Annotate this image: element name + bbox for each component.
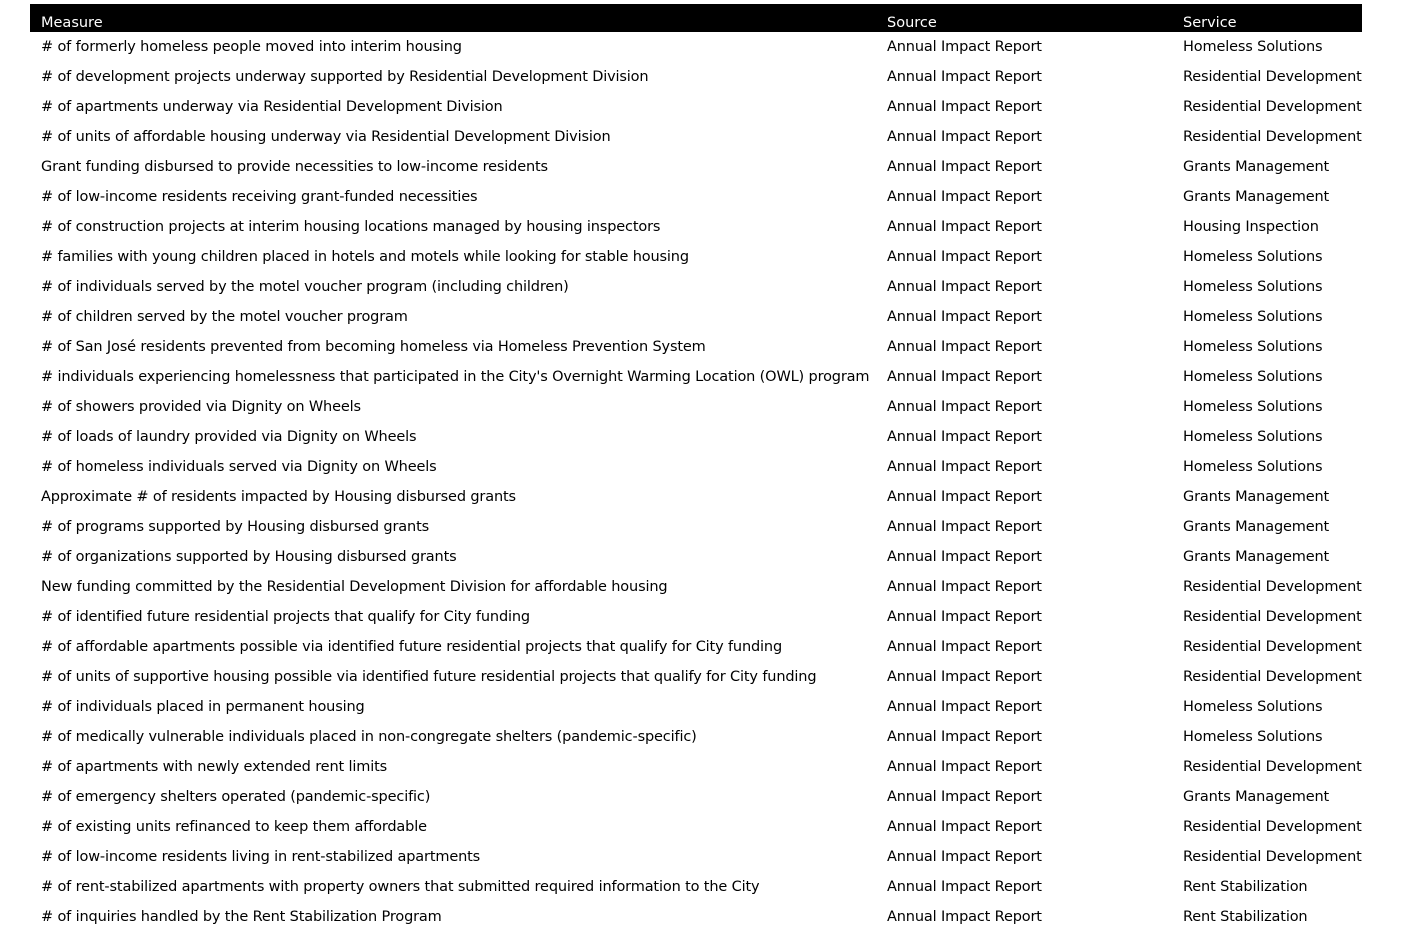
measure-cell: # of rent-stabilized apartments with property owners that submitted required information to the City	[41, 879, 760, 895]
service-cell: Homeless Solutions	[1183, 729, 1323, 745]
service-cell: Homeless Solutions	[1183, 429, 1323, 445]
table-row	[30, 842, 1362, 872]
measure-cell: # of low-income residents receiving grant-funded necessities	[41, 189, 478, 205]
measure-cell: # of units of affordable housing underway via Residential Development Division	[41, 129, 611, 145]
service-cell: Homeless Solutions	[1183, 279, 1323, 295]
service-cell: Residential Development	[1183, 609, 1362, 625]
source-cell: Annual Impact Report	[887, 99, 1042, 115]
measure-cell: # of affordable apartments possible via identified future residential projects that qualify for City funding	[41, 639, 783, 655]
measure-cell: # of homeless individuals served via Dignity on Wheels	[41, 459, 437, 475]
source-cell: Annual Impact Report	[887, 729, 1042, 745]
service-cell: Homeless Solutions	[1183, 699, 1323, 715]
table-row	[30, 182, 1362, 212]
measure-cell: # of existing units refinanced to keep them affordable	[41, 819, 427, 835]
measure-cell: # of inquiries handled by the Rent Stabilization Program	[41, 909, 442, 925]
service-cell: Residential Development	[1183, 669, 1362, 685]
source-cell: Annual Impact Report	[887, 339, 1042, 355]
table-row	[30, 92, 1362, 122]
table-row	[30, 782, 1362, 812]
source-cell: Annual Impact Report	[887, 429, 1042, 445]
source-cell: Annual Impact Report	[887, 39, 1042, 55]
source-cell: Annual Impact Report	[887, 249, 1042, 265]
table-row	[30, 482, 1362, 512]
measure-cell: # of organizations supported by Housing disbursed grants	[41, 549, 457, 565]
service-cell: Grants Management	[1183, 549, 1330, 565]
service-cell: Homeless Solutions	[1183, 39, 1323, 55]
service-cell: Homeless Solutions	[1183, 459, 1323, 475]
service-cell: Residential Development	[1183, 129, 1362, 145]
source-cell: Annual Impact Report	[887, 129, 1042, 145]
measure-cell: # of development projects underway supported by Residential Development Division	[41, 69, 649, 85]
service-cell: Rent Stabilization	[1183, 879, 1308, 895]
measure-cell: # individuals experiencing homelessness that participated in the City's Overnight Warming Location (OWL) program	[41, 369, 870, 385]
measure-cell: # of apartments underway via Residential Development Division	[41, 99, 503, 115]
table-row	[30, 542, 1362, 572]
source-cell: Annual Impact Report	[887, 159, 1042, 175]
source-cell: Annual Impact Report	[887, 699, 1042, 715]
measure-cell: # of showers provided via Dignity on Wheels	[41, 399, 361, 415]
table-row	[30, 242, 1362, 272]
source-cell: Annual Impact Report	[887, 399, 1042, 415]
measure-cell: # of individuals placed in permanent housing	[41, 699, 365, 715]
measure-cell: # of apartments with newly extended rent limits	[41, 759, 388, 775]
measure-cell: # of low-income residents living in rent-stabilized apartments	[41, 849, 481, 865]
measures-table	[30, 4, 1362, 932]
source-cell: Annual Impact Report	[887, 69, 1042, 85]
source-cell: Annual Impact Report	[887, 759, 1042, 775]
table-row	[30, 632, 1362, 662]
source-cell: Annual Impact Report	[887, 909, 1042, 925]
source-cell: Annual Impact Report	[887, 219, 1042, 235]
table-row	[30, 272, 1362, 302]
measure-cell: Grant funding disbursed to provide necessities to low-income residents	[41, 159, 548, 175]
table-row	[30, 422, 1362, 452]
source-cell: Annual Impact Report	[887, 819, 1042, 835]
table-row	[30, 602, 1362, 632]
table-row	[30, 32, 1362, 62]
measure-cell: # families with young children placed in hotels and motels while looking for stable housing	[41, 249, 689, 265]
source-cell: Annual Impact Report	[887, 369, 1042, 385]
source-cell: Annual Impact Report	[887, 849, 1042, 865]
service-cell: Grants Management	[1183, 189, 1330, 205]
table-row	[30, 512, 1362, 542]
source-cell: Annual Impact Report	[887, 579, 1042, 595]
table-row	[30, 362, 1362, 392]
service-cell: Residential Development	[1183, 639, 1362, 655]
source-cell: Annual Impact Report	[887, 789, 1042, 805]
measure-cell: # of identified future residential projects that qualify for City funding	[41, 609, 530, 625]
source-cell: Annual Impact Report	[887, 309, 1042, 325]
measure-cell: New funding committed by the Residential Development Division for affordable housing	[41, 579, 668, 595]
table-row	[30, 902, 1362, 932]
measure-cell: Approximate # of residents impacted by Housing disbursed grants	[41, 489, 516, 505]
table-row	[30, 752, 1362, 782]
source-cell: Annual Impact Report	[887, 669, 1042, 685]
table-body	[30, 32, 1362, 932]
measure-cell: # of loads of laundry provided via Dignity on Wheels	[41, 429, 417, 445]
service-cell: Residential Development	[1183, 69, 1362, 85]
service-cell: Homeless Solutions	[1183, 249, 1323, 265]
service-cell: Grants Management	[1183, 519, 1330, 535]
table-row	[30, 212, 1362, 242]
service-cell: Homeless Solutions	[1183, 399, 1323, 415]
service-cell: Residential Development	[1183, 99, 1362, 115]
service-cell: Homeless Solutions	[1183, 309, 1323, 325]
measure-cell: # of emergency shelters operated (pandemic-specific)	[41, 789, 431, 805]
service-cell: Homeless Solutions	[1183, 369, 1323, 385]
table-row	[30, 392, 1362, 422]
measure-cell: # of children served by the motel voucher program	[41, 309, 408, 325]
source-cell: Annual Impact Report	[887, 519, 1042, 535]
table-row	[30, 302, 1362, 332]
table-row	[30, 332, 1362, 362]
source-cell: Annual Impact Report	[887, 279, 1042, 295]
header-measure: Measure	[41, 15, 103, 31]
service-cell: Grants Management	[1183, 489, 1330, 505]
measure-cell: # of individuals served by the motel voucher program (including children)	[41, 279, 569, 295]
measure-cell: # of medically vulnerable individuals placed in non-congregate shelters (pandemic-specific)	[41, 729, 697, 745]
service-cell: Grants Management	[1183, 159, 1330, 175]
table-row	[30, 572, 1362, 602]
source-cell: Annual Impact Report	[887, 639, 1042, 655]
service-cell: Housing Inspection	[1183, 219, 1319, 235]
table-row	[30, 722, 1362, 752]
measure-cell: # of construction projects at interim housing locations managed by housing inspectors	[41, 219, 661, 235]
service-cell: Residential Development	[1183, 849, 1362, 865]
service-cell: Rent Stabilization	[1183, 909, 1308, 925]
table-row	[30, 152, 1362, 182]
service-cell: Residential Development	[1183, 759, 1362, 775]
table-header	[30, 4, 1362, 32]
source-cell: Annual Impact Report	[887, 489, 1042, 505]
measure-cell: # of San José residents prevented from becoming homeless via Homeless Prevention System	[41, 339, 706, 355]
measure-cell: # of programs supported by Housing disbursed grants	[41, 519, 430, 535]
table-row	[30, 62, 1362, 92]
source-cell: Annual Impact Report	[887, 189, 1042, 205]
header-source: Source	[887, 15, 937, 31]
service-cell: Residential Development	[1183, 819, 1362, 835]
source-cell: Annual Impact Report	[887, 879, 1042, 895]
measure-cell: # of formerly homeless people moved into interim housing	[41, 39, 462, 55]
header-service: Service	[1183, 15, 1237, 31]
service-cell: Residential Development	[1183, 579, 1362, 595]
source-cell: Annual Impact Report	[887, 549, 1042, 565]
table-row	[30, 872, 1362, 902]
table-row	[30, 452, 1362, 482]
service-cell: Grants Management	[1183, 789, 1330, 805]
table-row	[30, 812, 1362, 842]
service-cell: Homeless Solutions	[1183, 339, 1323, 355]
table-row	[30, 692, 1362, 722]
source-cell: Annual Impact Report	[887, 459, 1042, 475]
measure-cell: # of units of supportive housing possible via identified future residential projects that qualify for City funding	[41, 669, 817, 685]
table-row	[30, 122, 1362, 152]
table-row	[30, 662, 1362, 692]
source-cell: Annual Impact Report	[887, 609, 1042, 625]
